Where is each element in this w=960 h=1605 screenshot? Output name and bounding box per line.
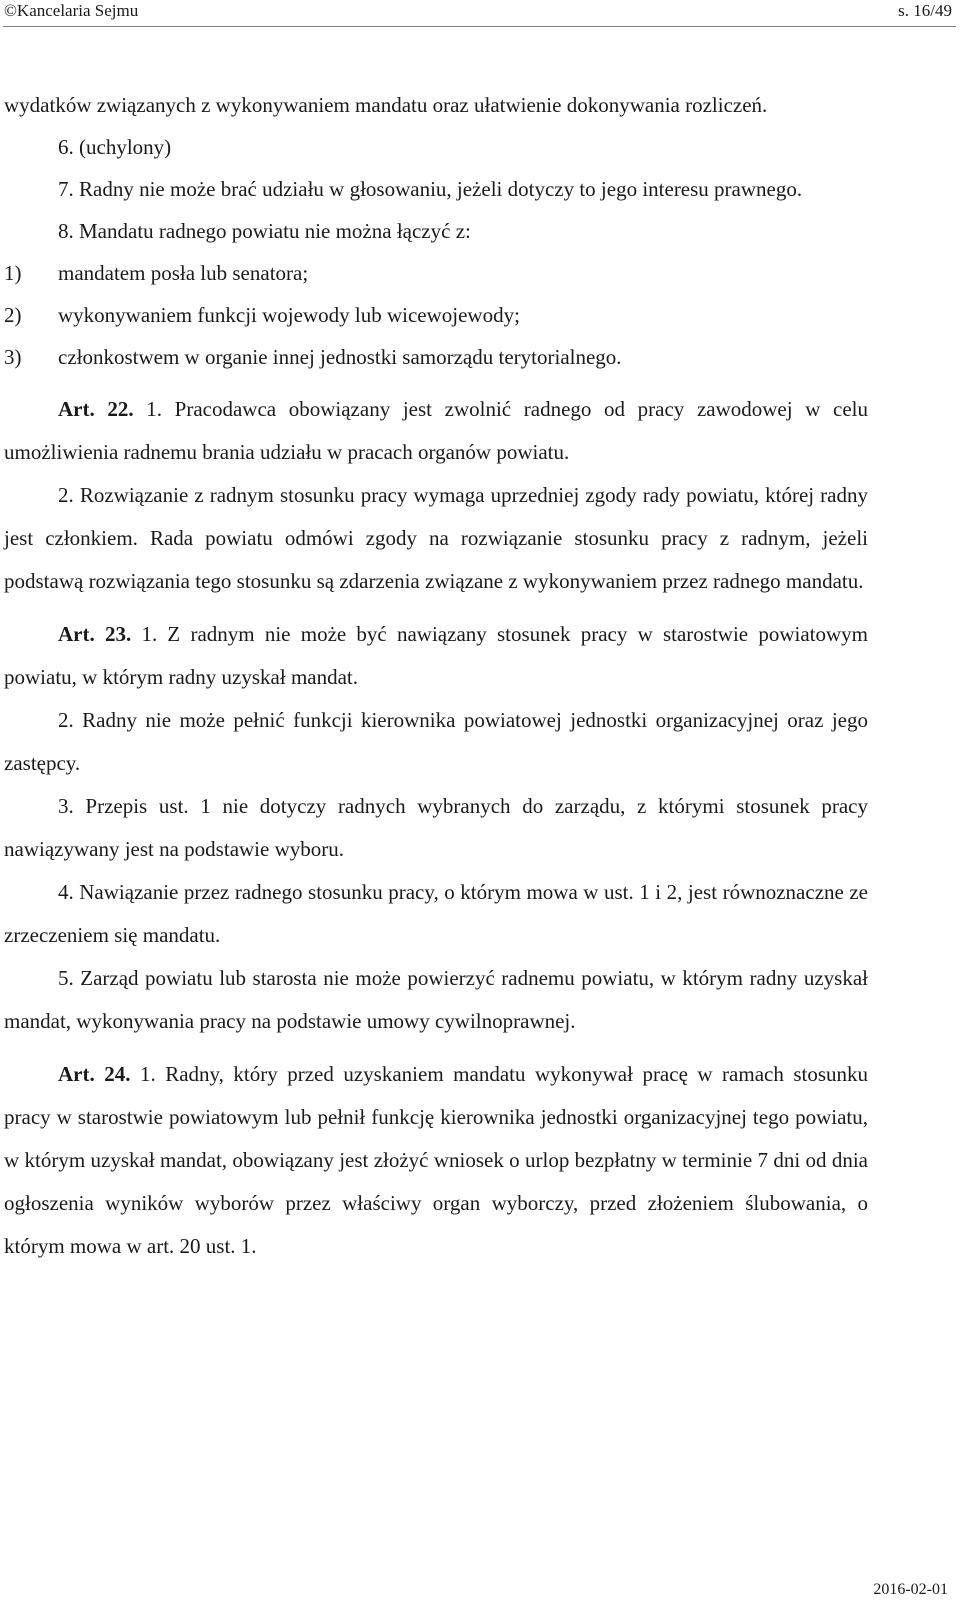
- list-item: [4, 252, 868, 294]
- header-divider: [3, 26, 956, 27]
- section-art22: [4, 388, 868, 1268]
- article-23-paragraph-2: 2. Radny nie może pełnić funkcji kierownika powiatowej jednostki organizacyjnej oraz jego zastępcy.: [4, 708, 868, 775]
- article-22-paragraph-1: Art. 22. 1. Pracodawca obowiązany jest zwolnić radnego od pracy zawodowej w celu umożliwienia radnemu brania udziału w pracach organów powiatu.: [4, 397, 868, 464]
- paragraph-continuation: wydatków związanych z wykonywaniem mandatu oraz ułatwienie dokonywania rozliczeń.: [4, 93, 768, 117]
- header-page-number: s. 16/49: [898, 1, 952, 20]
- article-23-label: Art. 23.: [58, 622, 132, 646]
- article-23-paragraph-4: 4. Nawiązanie przez radnego stosunku pracy, o którym mowa w ust. 1 i 2, jest równoznaczne ze zrzeczeniem się mandatu.: [4, 880, 868, 947]
- article-23-paragraph-1: Art. 23. 1. Z radnym nie może być nawiązany stosunek pracy w starostwie powiatowym powiatu, w którym radny uzyskał mandat.: [4, 622, 868, 689]
- list-item-text: mandatem posła lub senatora;: [58, 261, 309, 285]
- article-24-paragraph-1: Art. 24. 1. Radny, który przed uzyskaniem mandatu wykonywał pracę w ramach stosunku pracy w starostwie powiatowym lub pełnił funkcję kierownika jednostki organizacyjnej tego powiatu, w którym uzyskał mandat, obowiązany jest złożyć wniosek o urlop bezpłatny w terminie 7 dni od dnia ogłoszenia wyników wyborów przez właściwy organ wyborczy, przed złożeniem ślubowania, o którym mowa w art. 20 ust. 1.: [4, 1062, 869, 1258]
- section-art21-end: [4, 84, 868, 378]
- list-item-number: 3): [4, 345, 22, 369]
- paragraph-6: 6. (uchylony): [58, 135, 172, 159]
- article-23-paragraph-5: 5. Zarząd powiatu lub starosta nie może powierzyć radnemu powiatu, w którym radny uzyskał mandat, wykonywania pracy na podstawie umowy cywilnoprawnej.: [4, 966, 868, 1033]
- list-item-number: 2): [4, 303, 22, 327]
- article-22-paragraph-2: 2. Rozwiązanie z radnym stosunku pracy wymaga uprzedniej zgody rady powiatu, której radny jest członkiem. Rada powiatu odmówi zgody na rozwiązanie stosunku pracy z radnym, jeżeli podstawą rozwiązania tego stosunku są zdarzenia związane z wykonywaniem przez radnego mandatu.: [4, 483, 868, 593]
- header-publisher: ©Kancelaria Sejmu: [4, 1, 139, 20]
- article-24-label: Art. 24.: [58, 1062, 131, 1086]
- list-item-number: 1): [4, 261, 22, 285]
- page-header: [0, 0, 960, 26]
- paragraph-7: 7. Radny nie może brać udziału w głosowaniu, jeżeli dotyczy to jego interesu prawnego.: [58, 177, 803, 201]
- list-item-text: wykonywaniem funkcji wojewody lub wicewojewody;: [58, 303, 520, 327]
- list-item: [4, 336, 868, 378]
- document-body: [4, 84, 868, 1268]
- list-item: [4, 294, 868, 336]
- article-22-label: Art. 22.: [58, 397, 134, 421]
- list-item-text: członkostwem w organie innej jednostki samorządu terytorialnego.: [58, 345, 622, 369]
- footer-date: 2016-02-01: [873, 1581, 948, 1598]
- article-23-paragraph-3: 3. Przepis ust. 1 nie dotyczy radnych wybranych do zarządu, z którymi stosunek pracy nawiązywany jest na podstawie wyboru.: [4, 794, 868, 861]
- paragraph-8: 8. Mandatu radnego powiatu nie można łączyć z:: [58, 219, 471, 243]
